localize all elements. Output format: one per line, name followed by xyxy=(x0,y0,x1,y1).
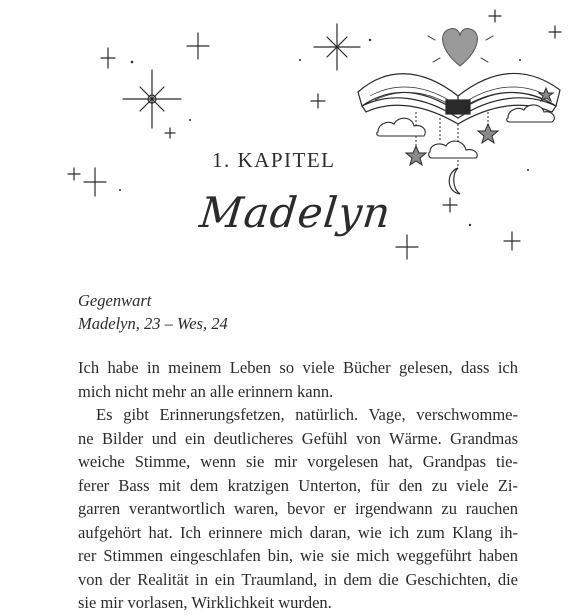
star-icon xyxy=(406,146,426,165)
body-text xyxy=(78,356,518,615)
text-line: Ich habe in meinem Leben so viele Bücher gelesen, dass ich xyxy=(78,358,518,377)
time-label: Gegenwart xyxy=(78,291,152,310)
text-line: weiche Stimme, wenn sie mir vorgelesen hat, Grandpas tie- xyxy=(78,452,518,471)
chapter-meta xyxy=(78,289,228,335)
star-icon xyxy=(478,124,498,143)
text-line: rer Stimmen eingeschlafen bin, wie sie mich weggeführt haben xyxy=(78,546,518,565)
text-line: von der Realität in ein Traumland, in dem die Geschichten, die xyxy=(78,569,518,589)
text-line: mich nicht mehr an alle erinnern kann. xyxy=(78,381,334,401)
heart-icon xyxy=(443,29,478,66)
chapter-title: Madelyn xyxy=(197,188,394,237)
characters-label: Madelyn, 23 – Wes, 24 xyxy=(78,314,228,333)
text-line: Es gibt Erinnerungsfetzen, natürlich. Vage, verschwomme- xyxy=(96,405,518,424)
text-line: sie mir vorlasen, Wirklichkeit wurden. xyxy=(78,593,332,612)
moon-icon xyxy=(449,168,460,194)
text-line: ne Bilder und ein deutlicheres Gefühl von Wärme. Grandmas xyxy=(78,428,518,448)
text-line: garren verantwortlich waren, bevor er irgendwann zu rauchen xyxy=(78,499,518,518)
book-illustration xyxy=(0,0,584,280)
chapter-number: 1. KAPITEL xyxy=(212,148,336,172)
text-line: ferer Bass mit dem kratzigen Unterton, für den zu viele Zi- xyxy=(78,475,518,495)
cloud-icon xyxy=(377,118,426,136)
text-line: aufgehört hat. Ich erinnere mich daran, wie ich zum Klang ih- xyxy=(78,522,518,542)
cloud-icon xyxy=(429,141,478,158)
